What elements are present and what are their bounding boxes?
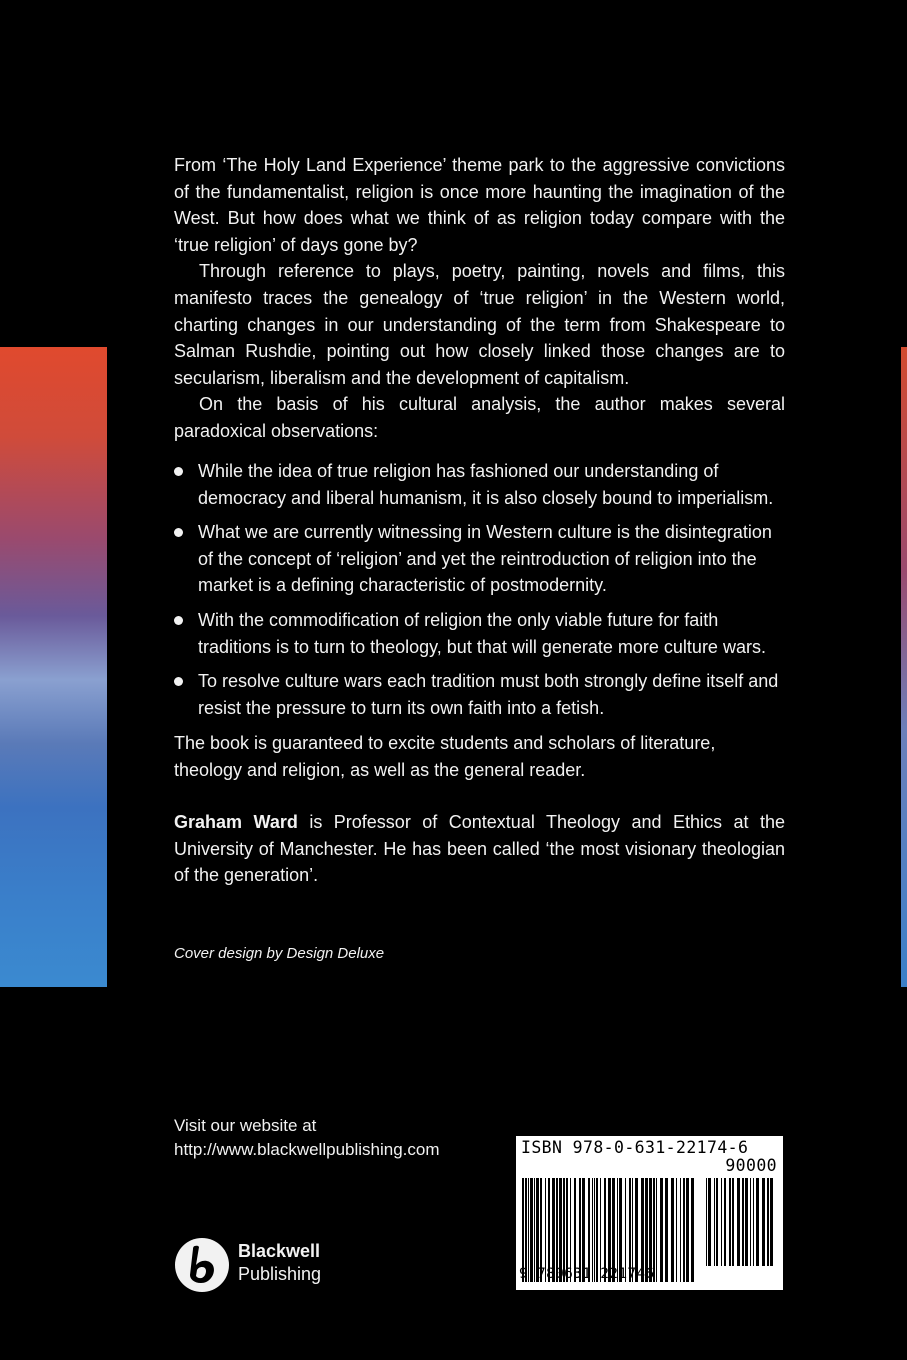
addon-price-code: 90000	[725, 1156, 777, 1175]
observation-item: With the commodification of religion the only viable future for faith traditions is to turn to theology, but that will generate more culture wars.	[174, 607, 785, 660]
barcode-bar	[756, 1178, 759, 1266]
website-label: Visit our website at	[174, 1116, 317, 1135]
barcode-bar	[753, 1178, 754, 1266]
observation-item: What we are currently witnessing in Western culture is the disintegration of the concept of ‘religion’ and yet the reintroduction of religion into the market is a defining characteristic of postmodernity.	[174, 519, 785, 599]
barcode-bar	[732, 1178, 734, 1266]
observation-item: While the idea of true religion has fashioned our understanding of democracy and liberal humanism, it is also closely bound to imperialism.	[174, 458, 785, 511]
barcode-addon-bars	[706, 1178, 774, 1266]
cover-credit: Cover design by Design Deluxe	[174, 945, 385, 962]
observation-list	[174, 458, 785, 729]
barcode-bar	[750, 1178, 751, 1266]
barcode-bar	[742, 1178, 744, 1266]
isbn-text: ISBN 978-0-631-22174-6	[521, 1138, 749, 1157]
publisher-logo-text	[238, 1240, 321, 1286]
barcode-bar	[737, 1178, 740, 1266]
barcode-bar	[676, 1178, 677, 1282]
barcode-bar	[656, 1178, 657, 1282]
barcode-bar	[770, 1178, 773, 1266]
barcode-bar	[706, 1178, 707, 1266]
description-paragraph-3: On the basis of his cultural analysis, the author makes several paradoxical observations:	[174, 394, 785, 441]
description-paragraph-1: From ‘The Holy Land Experience’ theme park to the aggressive convictions of the fundamentalist, religion is once more haunting the imagination of the West. But how does what we think of as religion today compare with the ‘true religion’ of days gone by?	[174, 155, 785, 255]
barcode-bar	[714, 1178, 715, 1266]
barcode-bar	[683, 1178, 685, 1282]
right-color-stripe	[901, 347, 907, 987]
barcode-bar	[729, 1178, 731, 1266]
barcode-bar	[721, 1178, 722, 1266]
blackwell-logo-icon	[174, 1237, 230, 1293]
closing-paragraph: The book is guaranteed to excite students and scholars of literature, theology and religion, as well as the general reader.	[174, 733, 716, 780]
barcode-digits: 9 780631 221746	[519, 1266, 655, 1282]
barcode-bar	[691, 1178, 694, 1282]
description-block	[174, 152, 785, 445]
barcode-bar	[762, 1178, 765, 1266]
website-url[interactable]: http://www.blackwellpublishing.com	[174, 1140, 440, 1159]
author-bio	[174, 809, 785, 889]
isbn-barcode	[516, 1136, 783, 1290]
website-block	[174, 1114, 440, 1162]
barcode-bar	[745, 1178, 748, 1266]
barcode-bar	[708, 1178, 711, 1266]
observation-item: To resolve culture wars each tradition must both strongly define itself and resist the pressure to turn its own faith into a fetish.	[174, 668, 785, 721]
publisher-name: Blackwell	[238, 1241, 321, 1261]
barcode-bar	[665, 1178, 668, 1282]
barcode-bar	[671, 1178, 674, 1282]
barcode-bar	[716, 1178, 718, 1266]
barcode-bar	[724, 1178, 726, 1266]
description-paragraph-2: Through reference to plays, poetry, painting, novels and films, this manifesto traces the genealogy of ‘true religion’ in the Western world, charting changes in our understanding of the term from Shakespeare to Salman Rushdie, pointing out how closely linked those changes are to secularism, liberalism and the development of capitalism.	[174, 261, 785, 388]
barcode-bar	[660, 1178, 663, 1282]
author-bio-text: is Professor of Contextual Theology and Ethics at the University of Manchester. He has been called ‘the most visionary theologian of the generation’.	[174, 812, 785, 886]
left-color-stripe	[0, 347, 107, 987]
barcode-bar	[686, 1178, 689, 1282]
author-name: Graham Ward	[174, 812, 298, 832]
publisher-sub: Publishing	[238, 1264, 322, 1284]
barcode-bar	[680, 1178, 681, 1282]
barcode-bar	[767, 1178, 769, 1266]
